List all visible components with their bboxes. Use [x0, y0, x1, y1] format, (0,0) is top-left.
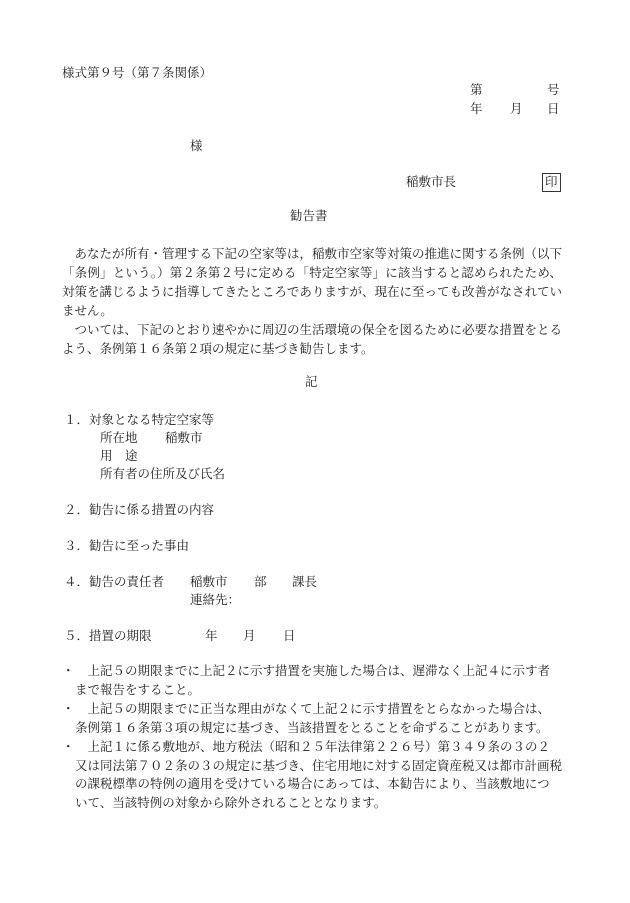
- date-month: 月: [510, 101, 523, 116]
- item-5-heading: ５．措置の期限: [64, 628, 152, 643]
- item-5-year: 年: [205, 628, 218, 643]
- item-1-heading: １．対象となる特定空家等: [64, 412, 215, 427]
- doc-number-dai: 第: [470, 82, 483, 97]
- item-5-day: 日: [283, 628, 296, 643]
- item-4-department: 部: [254, 574, 267, 589]
- item-4-heading: ４．勧告の責任者: [64, 574, 165, 589]
- note-text: 上記１に係る敷地が、地方税法（昭和２５年法律第２２６号）第３４９条の３の２又は同法第７０２条の３の規定に基づき、住宅用地に対する固定資産税又は都市計画税の課税標準の特例の適用を受けている場合にあっては、本勧告により、当該敷地について、当該特例の対象から除外されることとなります。: [75, 739, 563, 810]
- issuer-name: 稲敷市長: [406, 174, 457, 189]
- note-item: [62, 662, 562, 699]
- item-4-section-chief: 課長: [292, 574, 318, 589]
- note-bullet: ・: [62, 739, 75, 754]
- note-bullet: ・: [62, 663, 75, 678]
- item-5-month: 月: [243, 628, 256, 643]
- note-item: [62, 738, 562, 812]
- seal-mark: 印: [542, 173, 561, 192]
- item-1-use-label: 用 途: [100, 448, 138, 463]
- item-1-location-value: 稲敷市: [165, 430, 203, 445]
- body-paragraph-1: あなたが所有・管理する下記の空家等は，稲敷市空家等対策の推進に関する条例（以下「条例」という。）第２条第２号に定める「特定空家等」に該当すると認められたため、対策を講じるように指導してきたところでありますが、現在に至っても改善がなされていません。: [62, 246, 563, 318]
- note-bullet: ・: [62, 701, 75, 716]
- date-year: 年: [470, 101, 483, 116]
- item-1-owner-label: 所有者の住所及び氏名: [100, 466, 226, 481]
- note-text: 上記５の期限までに正当な理由がなくて上記２に示す措置をとらなかった場合は、条例第１６条第３項の規定に基づき、当該措置をとることを命ずることがあります。: [75, 701, 551, 735]
- item-4-city: 稲敷市: [190, 574, 228, 589]
- ki-heading: 記: [305, 374, 318, 389]
- item-4-contact-label: 連絡先：: [190, 592, 241, 607]
- document-title: 勧告書: [290, 208, 328, 223]
- item-3-heading: ３．勧告に至った事由: [64, 538, 190, 553]
- body-paragraph-2: ついては、下記のとおり速やかに周辺の生活環境の保全を図るために必要な措置をとるよう、条例第１６条第２項の規定に基づき勧告します。: [62, 322, 563, 356]
- item-1-location-label: 所在地: [100, 430, 138, 445]
- note-item: [62, 700, 562, 737]
- note-text: 上記５の期限までに上記２に示す措置を実施した場合は、遅滞なく上記４に示す者まで報告をすること。: [75, 663, 551, 697]
- doc-number-go: 号: [547, 82, 560, 97]
- recipient-suffix: 様: [190, 138, 203, 153]
- item-2-heading: ２．勧告に係る措置の内容: [64, 502, 215, 517]
- date-day: 日: [547, 101, 560, 116]
- form-number: 様式第９号（第７条関係）: [62, 65, 213, 80]
